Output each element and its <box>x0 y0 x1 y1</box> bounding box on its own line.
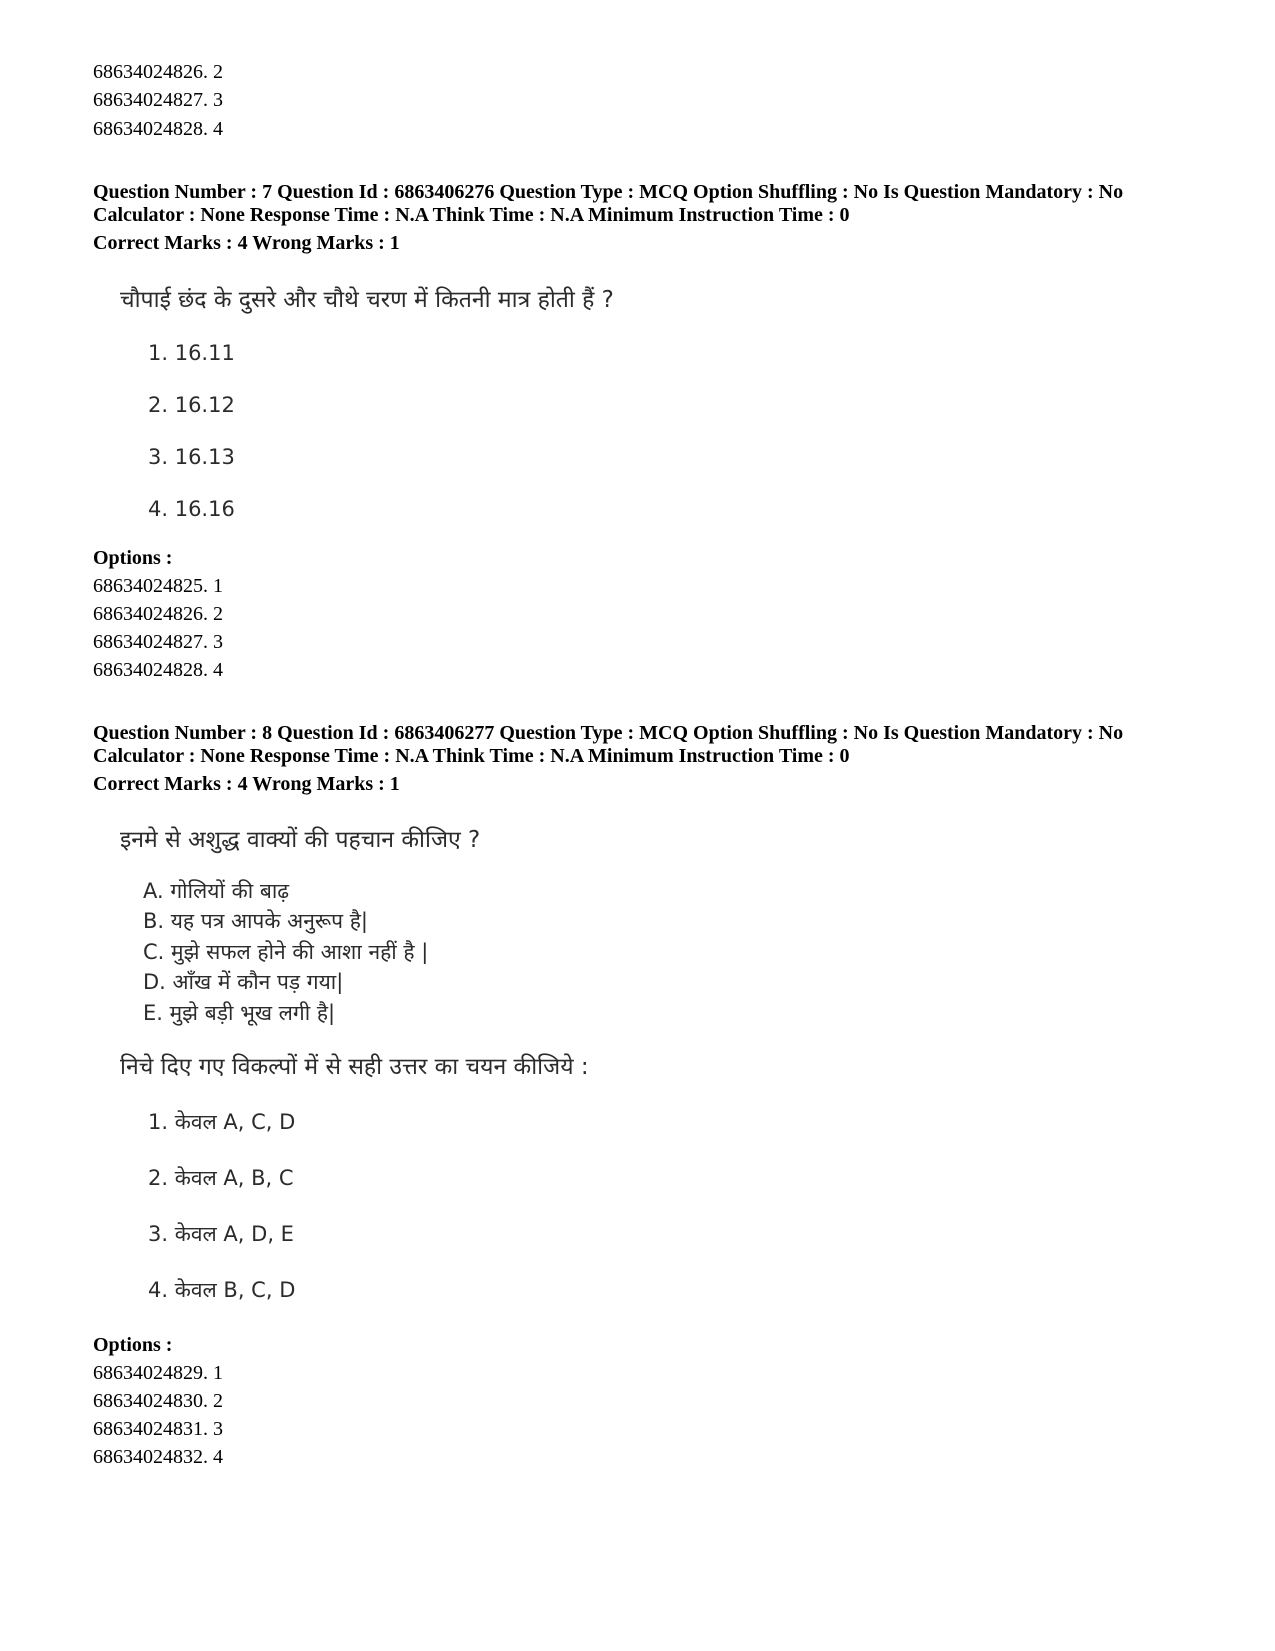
q8-choice: 1. केवल A, C, D <box>148 1110 296 1134</box>
q8-question-text: इनमे से अशुद्ध वाक्यों की पहचान कीजिए ? <box>120 827 481 853</box>
q8-options-label: Options : <box>93 1334 173 1356</box>
q8-marks: Correct Marks : 4 Wrong Marks : 1 <box>93 773 400 795</box>
q7-options-label: Options : <box>93 547 173 569</box>
q8-choice: 2. केवल A, B, C <box>148 1166 294 1190</box>
q7-choice: 2. 16.12 <box>148 393 235 417</box>
q7-option-id: 68634024828. 4 <box>93 659 223 681</box>
q8-instruction: निचे दिए गए विकल्पों में से सही उत्तर का चयन कीजिये : <box>120 1054 589 1080</box>
q7-marks: Correct Marks : 4 Wrong Marks : 1 <box>93 232 400 254</box>
q8-statement: A. गोलियों की बाढ़ <box>143 879 290 903</box>
q8-meta-line2: Calculator : None Response Time : N.A Think Time : N.A Minimum Instruction Time : 0 <box>93 745 850 767</box>
q8-statement: E. मुझे बड़ी भूख लगी है| <box>143 1001 336 1025</box>
q7-option-id: 68634024825. 1 <box>93 575 223 597</box>
q7-option-id: 68634024827. 3 <box>93 631 223 653</box>
q8-meta-line1: Question Number : 8 Question Id : 6863406277 Question Type : MCQ Option Shuffling : No Is Question Mandatory : No <box>93 722 1124 744</box>
q8-statement: B. यह पत्र आपके अनुरूप है| <box>143 909 368 933</box>
q8-option-id: 68634024832. 4 <box>93 1446 223 1468</box>
q8-statement: C. मुझे सफल होने की आशा नहीं है | <box>143 940 429 964</box>
q7-choice: 1. 16.11 <box>148 341 235 365</box>
q8-option-id: 68634024831. 3 <box>93 1418 223 1440</box>
q8-statement: D. आँख में कौन पड़ गया| <box>143 970 344 994</box>
q7-option-id: 68634024826. 2 <box>93 603 223 625</box>
q8-choice: 4. केवल B, C, D <box>148 1278 296 1302</box>
option-id-line: 68634024828. 4 <box>93 118 223 140</box>
q7-choice: 3. 16.13 <box>148 445 235 469</box>
option-id-line: 68634024826. 2 <box>93 61 223 83</box>
q8-option-id: 68634024829. 1 <box>93 1362 223 1384</box>
q8-option-id: 68634024830. 2 <box>93 1390 223 1412</box>
option-id-line: 68634024827. 3 <box>93 89 223 111</box>
q7-meta-line2: Calculator : None Response Time : N.A Think Time : N.A Minimum Instruction Time : 0 <box>93 204 850 226</box>
q7-meta-line1: Question Number : 7 Question Id : 6863406276 Question Type : MCQ Option Shuffling : No Is Question Mandatory : No <box>93 181 1124 203</box>
q7-question-text: चौपाई छंद के दुसरे और चौथे चरण में कितनी मात्र होती हैं ? <box>120 287 614 313</box>
q8-choice: 3. केवल A, D, E <box>148 1222 294 1246</box>
q7-choice: 4. 16.16 <box>148 497 235 521</box>
